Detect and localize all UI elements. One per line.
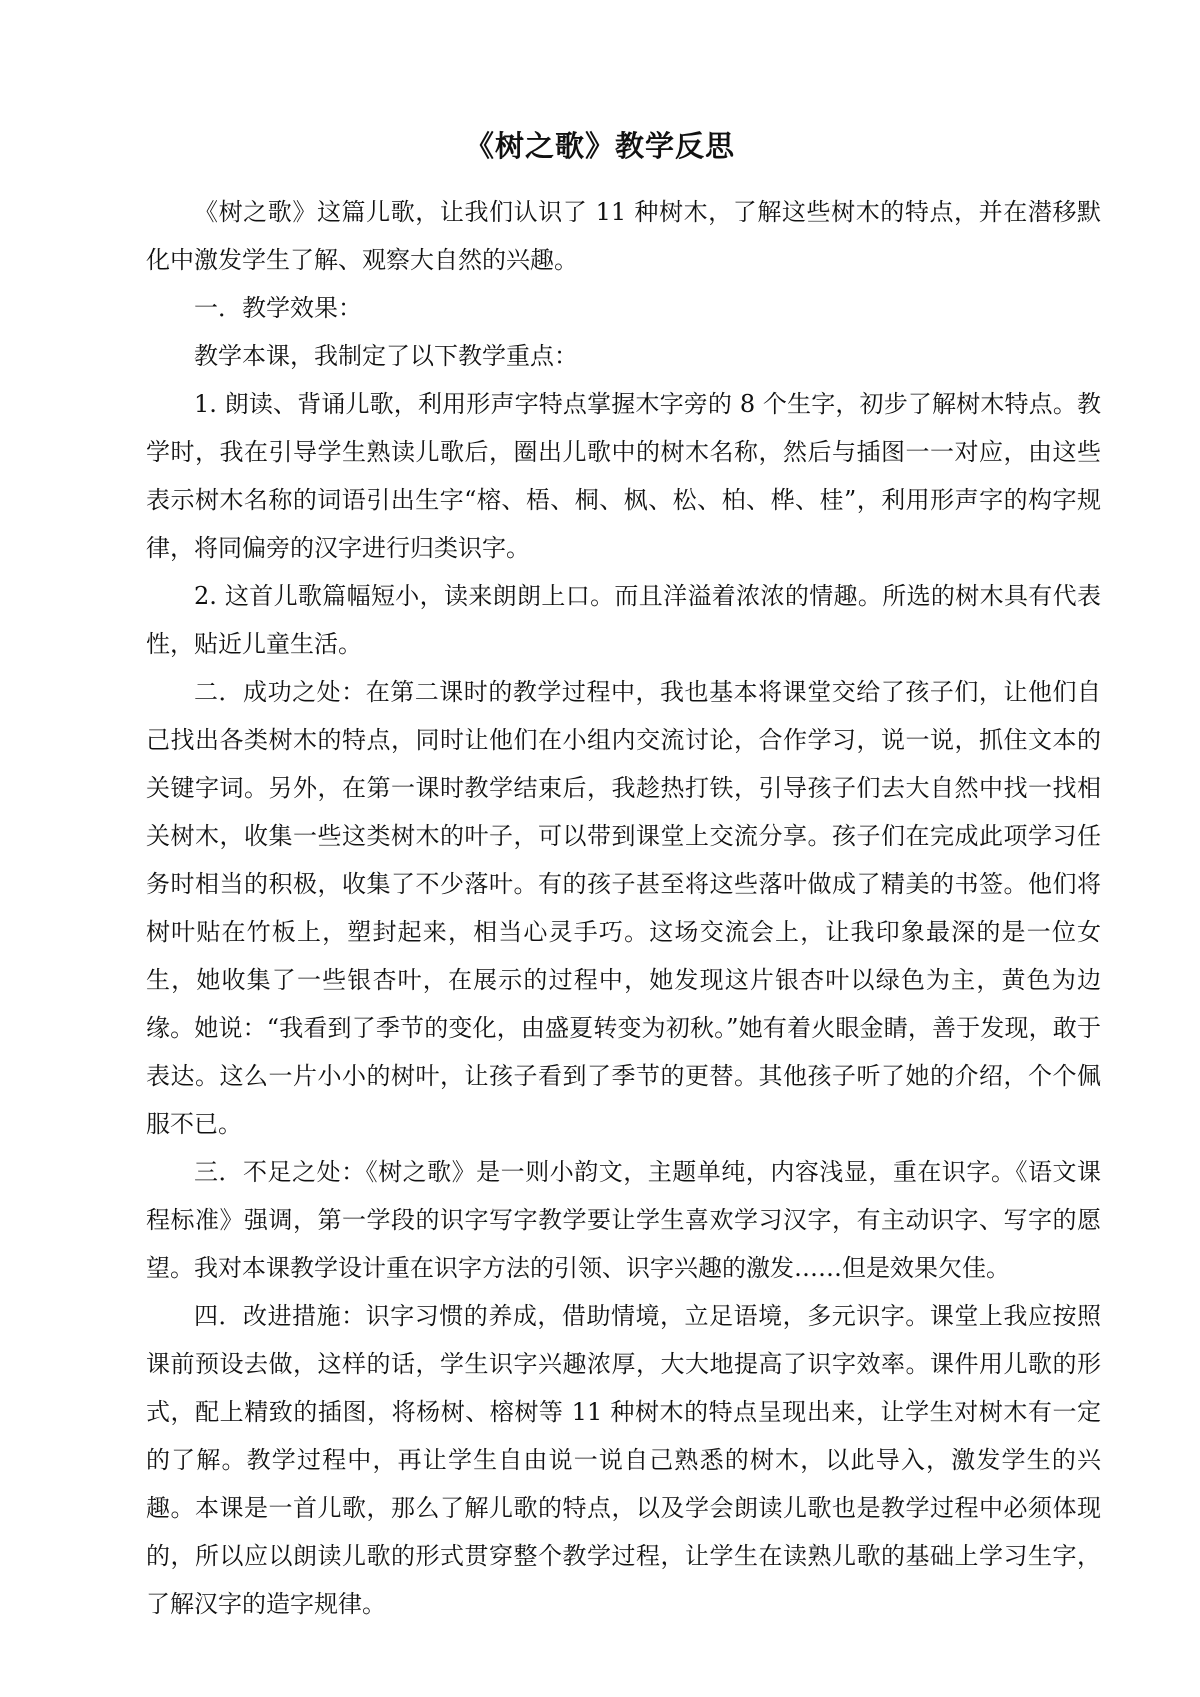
section-heading-teaching-effect: 一．教学效果： [194, 294, 362, 322]
teaching-focus-item-2: 2. 这首儿歌篇幅短小，读来朗朗上口。而且洋溢着浓浓的情趣。所选的树木具有代表性，贴近儿童生活。 [146, 582, 1101, 658]
teaching-focus-intro: 教学本课，我制定了以下教学重点： [194, 342, 578, 370]
document-body [146, 188, 1101, 1628]
shortcomings-section-paragraph: 三．不足之处：《树之歌》是一则小韵文，主题单纯，内容浅显，重在识字。《语文课程标准》强调，第一学段的识字写字教学要让学生喜欢学习汉字，有主动识字、写字的愿望。我对本课教学设计重在识字方法的引领、识字兴趣的激发……但是效果欠佳。 [146, 1158, 1101, 1282]
document-title: 《树之歌》教学反思 [464, 129, 735, 163]
teaching-focus-item-1: 1. 朗读、背诵儿歌，利用形声字特点掌握木字旁的 8 个生字，初步了解树木特点。教学时，我在引导学生熟读儿歌后，圈出儿歌中的树木名称，然后与插图一一对应，由这些表示树木名称的词语引出生字“榕、梧、桐、枫、松、柏、桦、桂”，利用形声字的构字规律，将同偏旁的汉字进行归类识字。 [146, 390, 1101, 562]
intro-paragraph: 《树之歌》这篇儿歌，让我们认识了 11 种树木，了解这些树木的特点，并在潜移默化中激发学生了解、观察大自然的兴趣。 [146, 198, 1101, 274]
success-section-paragraph: 二．成功之处：在第二课时的教学过程中，我也基本将课堂交给了孩子们，让他们自己找出各类树木的特点，同时让他们在小组内交流讨论，合作学习，说一说，抓住文本的关键字词。另外，在第一课时教学结束后，我趁热打铁，引导孩子们去大自然中找一找相关树木，收集一些这类树木的叶子，可以带到课堂上交流分享。孩子们在完成此项学习任务时相当的积极，收集了不少落叶。有的孩子甚至将这些落叶做成了精美的书签。他们将树叶贴在竹板上，塑封起来，相当心灵手巧。这场交流会上，让我印象最深的是一位女生，她收集了一些银杏叶，在展示的过程中，她发现这片银杏叶以绿色为主，黄色为边缘。她说：“我看到了季节的变化，由盛夏转变为初秋。”她有着火眼金睛，善于发现，敢于表达。这么一片小小的树叶，让孩子看到了季节的更替。其他孩子听了她的介绍，个个佩服不已。 [146, 678, 1101, 1138]
improvement-section-paragraph: 四．改进措施：识字习惯的养成，借助情境，立足语境，多元识字。课堂上我应按照课前预设去做，这样的话，学生识字兴趣浓厚，大大地提高了识字效率。课件用儿歌的形式，配上精致的插图，将杨树、榕树等 11 种树木的特点呈现出来，让学生对树木有一定的了解。教学过程中，再让学生自由说一说自己熟悉的树木，以此导入，激发学生的兴趣。本课是一首儿歌，那么了解儿歌的特点，以及学会朗读儿歌也是教学过程中必须体现的，所以应以朗读儿歌的形式贯穿整个教学过程，让学生在读熟儿歌的基础上学习生字，了解汉字的造字规律。 [146, 1302, 1101, 1618]
